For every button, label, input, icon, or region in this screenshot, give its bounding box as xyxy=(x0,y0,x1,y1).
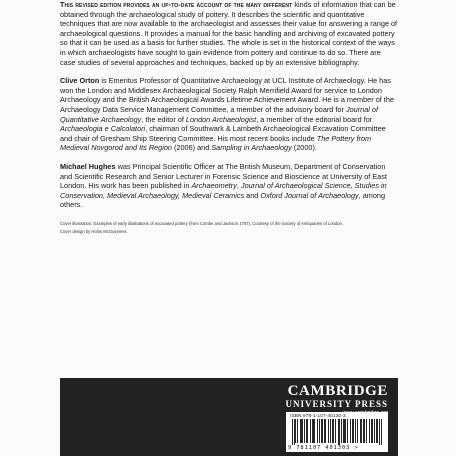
barcode-stripe xyxy=(338,419,339,445)
bio-text: , chairman of Southwark & Lambeth Archaeological Excavation Committee and chair of Gresham Ship Steering Committee. His most recent books include xyxy=(60,124,386,143)
barcode-stripe xyxy=(364,419,365,443)
barcode-stripe xyxy=(341,419,342,443)
barcode-stripe xyxy=(301,419,302,443)
barcode-stripe xyxy=(347,419,348,443)
barcode-stripe xyxy=(355,419,356,443)
barcode-stripe xyxy=(381,419,382,445)
barcode-stripe xyxy=(374,419,375,443)
barcode-stripe xyxy=(319,419,320,443)
barcode-stripe xyxy=(322,419,323,443)
barcode-stripe xyxy=(363,419,364,443)
barcode-stripe xyxy=(345,419,346,443)
barcode-stripe xyxy=(321,419,322,443)
barcode-stripe xyxy=(304,419,305,443)
blurb-lead: This revised edition provides an up-to-date account of the many different xyxy=(60,0,293,9)
barcode-stripe xyxy=(332,419,333,443)
barcode-stripe xyxy=(324,419,325,443)
blurb-paragraph xyxy=(60,0,398,67)
barcode-stripe xyxy=(357,419,358,443)
barcode-stripe xyxy=(294,419,295,445)
barcode-stripe xyxy=(307,419,308,443)
bio-italic: Archaeologia e Calcolatori xyxy=(60,124,146,134)
barcode-stripe xyxy=(376,419,377,443)
bio-text: (2000). xyxy=(291,143,317,153)
barcode-stripe xyxy=(372,419,373,443)
barcode-stripe xyxy=(297,419,298,443)
barcode-stripe xyxy=(313,419,314,443)
bio-italic: Journal of Quantitative Archaeology xyxy=(60,104,378,124)
author-bio-hughes xyxy=(60,162,398,210)
bio-text: was Principal Scientific Officer at The British Museum, Department of Conservation and Scientific Research and Senior Lecturer in Forensic Science and Bioscience at University of East London. His work has been published in xyxy=(60,161,387,191)
barcode-bars xyxy=(292,419,382,445)
barcode-stripe xyxy=(350,419,351,443)
barcode-stripe xyxy=(325,419,326,443)
barcode-stripe xyxy=(292,419,293,445)
barcode-stripe xyxy=(353,419,354,443)
barcode-stripe xyxy=(310,419,311,443)
barcode-stripe xyxy=(371,419,372,443)
barcode-stripe xyxy=(317,419,318,443)
barcode-stripe xyxy=(302,419,303,443)
bio-text: is Emeritus Professor of Quantitative Archaeology at UCL Institute of Archaeology. He has won the London and Middlesex Archaeological Society Ralph Merrifield Award for service to London Archaeology and the British Archaeological Awards Lifetime Achievement Award. He is a member of the Archaeology Data Service Management Committee, a member of the advisory board for xyxy=(60,76,394,114)
barcode-stripe xyxy=(379,419,380,445)
barcode-stripe xyxy=(306,419,307,443)
barcode-stripe xyxy=(360,419,361,443)
publisher-subname: UNIVERSITY PRESS xyxy=(285,399,388,409)
author-bio-orton xyxy=(60,76,398,153)
barcode-stripe xyxy=(295,419,296,443)
cover-design-credit: Cover design by Holns McGuinness xyxy=(60,229,127,235)
publisher-name: CAMBRIDGE xyxy=(287,383,388,399)
bio-italic: Journal of Archaeological Science, Studies in Conservation, Medieval Archaeology, Medieval Ceramics xyxy=(60,181,387,200)
barcode-stripe xyxy=(377,419,378,443)
barcode-stripe xyxy=(339,419,340,445)
bio-text: , the editor of xyxy=(141,114,186,124)
barcode-stripe xyxy=(330,419,331,443)
bio-text: , xyxy=(236,181,241,191)
barcode-stripe xyxy=(352,419,353,443)
bio-text: and xyxy=(244,190,261,200)
barcode-stripe xyxy=(335,419,336,443)
barcode-digits: 9 781107 401303 > xyxy=(288,445,359,451)
author-name-orton: Clive Orton xyxy=(60,76,100,86)
author-name-hughes: Michael Hughes xyxy=(60,161,116,171)
bio-italic: The Pottery from Medieval Novgorod and Its Region xyxy=(60,133,372,153)
barcode-stripe xyxy=(366,419,367,443)
barcode-stripe xyxy=(314,419,315,443)
bio-text: (2006) and xyxy=(171,143,212,153)
barcode-stripe xyxy=(328,419,329,443)
isbn-label: ISBN 978-1-107-40130-3 xyxy=(290,413,346,418)
barcode-stripe xyxy=(361,419,362,443)
bio-italic: Archaeometry xyxy=(191,181,237,191)
publisher-band xyxy=(60,378,398,456)
cover-credits xyxy=(60,221,398,235)
barcode-stripe xyxy=(312,419,313,443)
bio-italic: Oxford Journal of Archaeology xyxy=(260,190,359,200)
bio-text: , among others. xyxy=(60,190,386,210)
barcode-stripe xyxy=(369,419,370,443)
bio-italic: Sampling in Archaeology xyxy=(211,143,292,153)
barcode-stripe xyxy=(344,419,345,443)
bio-italic: London Archaeologist xyxy=(185,114,257,124)
bio-text: , a member of the editorial board for xyxy=(256,114,373,124)
cover-illustration-credit: Cover illustration: Examples of early illustrations of excavated pottery (from Combe and Jackson 1787). Courtesy of the Society of Antiquaries of London. xyxy=(60,220,344,226)
barcode xyxy=(286,412,388,452)
barcode-stripe xyxy=(333,419,334,443)
barcode-stripe xyxy=(300,419,301,443)
barcode-stripe xyxy=(343,419,344,443)
cover-text xyxy=(60,0,398,238)
blurb-body: kinds of information that can be obtained through the archaeological study of pottery. It describes the scientific and quantitative techniques that are now available to the archaeologist and assesses their value for answering a range of archaeological questions. It provides a manual for the basic handling and archiving of excavated pottery so that it can be used as a basis for further studies. The whole is set in the historical context of the ways in which archaeologists have sought to gain evidence from pottery and continue to do so. There are case studies of several approaches and techniques, backed up by an extensive bibliography. xyxy=(60,0,398,67)
